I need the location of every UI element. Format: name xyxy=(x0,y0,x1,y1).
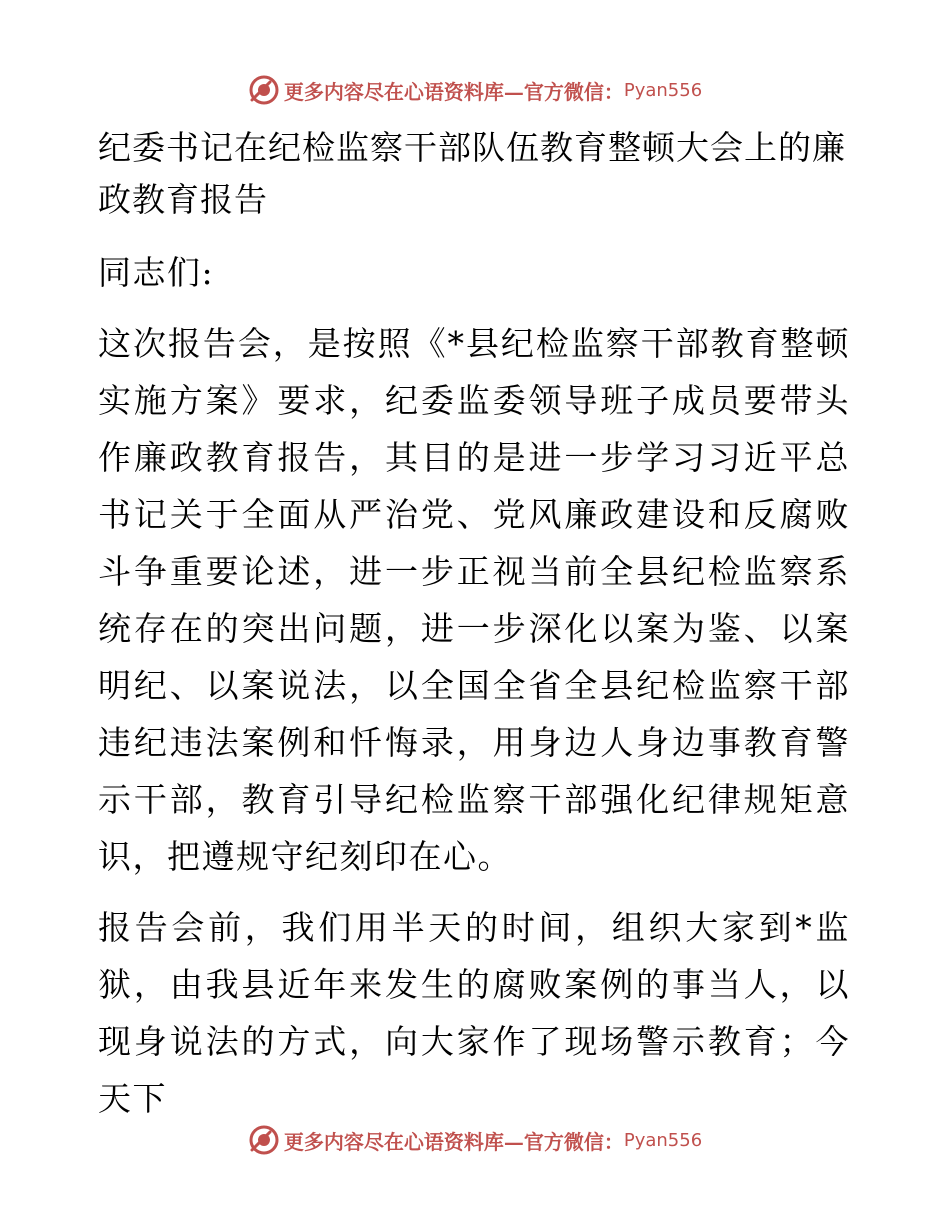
banner-wechat-id: Pyan556 xyxy=(623,79,703,101)
footer-banner xyxy=(0,1122,950,1158)
paragraph: 这次报告会，是按照《*县纪检监察干部教育整顿实施方案》要求，纪委监委领导班子成员要带头作廉政教育报告，其目的是进一步学习习近平总书记关于全面从严治党、党风廉政建设和反腐败斗争重要论述，进一步正视当前全县纪检监察系统存在的突出问题，进一步深化以案为鉴、以案明纪、以案说法，以全国全省全县纪检监察干部违纪违法案例和忏悔录，用身边人身边事教育警示干部，教育引导纪检监察干部强化纪律规矩意识，把遵规守纪刻印在心。 xyxy=(98,324,850,876)
brand-logo-icon xyxy=(248,74,280,106)
banner-text: 更多内容尽在心语资料库—官方微信： xyxy=(283,1129,624,1154)
header-banner xyxy=(0,72,950,108)
brand-logo-icon xyxy=(248,1124,280,1156)
banner-text: 更多内容尽在心语资料库—官方微信： xyxy=(283,79,624,104)
document-title: 纪委书记在纪检监察干部队伍教育整顿大会上的廉政教育报告 xyxy=(98,128,846,219)
paragraph: 报告会前，我们用半天的时间，组织大家到*监狱，由我县近年来发生的腐败案例的事当人，以现身说法的方式，向大家作了现场警示教育；今天下 xyxy=(98,908,850,1118)
banner-wechat-id: Pyan556 xyxy=(623,1129,703,1151)
greeting: 同志们: xyxy=(98,253,215,292)
document-body xyxy=(98,122,850,1127)
